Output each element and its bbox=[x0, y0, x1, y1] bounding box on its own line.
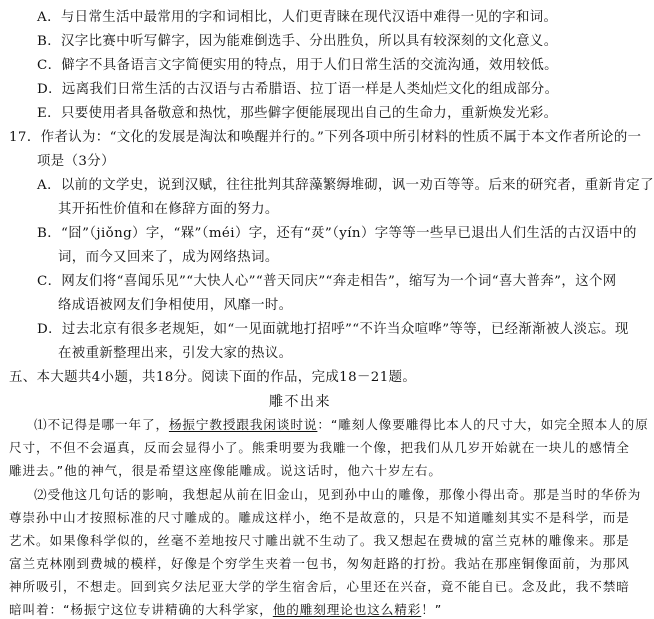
paragraph-2-line3: 艺术。如果像科学似的，丝毫不差地按尺寸雕出就不生动了。我又想起在费城的富兰克林的雕像来。那是 bbox=[9, 533, 630, 548]
paragraph-2-line4: 富兰克林刚到费城的模样，好像是个穷学生夹着一包书，匆匆赶路的打扮。我站在那座铜像面前，为那风 bbox=[9, 556, 630, 571]
q17-option-b-line1: B．“囧”（jiǒng）字，“槑”（méi）字，还有“烎”（yín）字等等一些早已退出人们生活的古汉语中的 bbox=[37, 226, 637, 241]
q16-option-b: B．汉字比赛中听写僻字，因为能难倒选手、分出胜负，所以具有较深刻的文化意义。 bbox=[37, 34, 558, 49]
paragraph-1-line1 bbox=[34, 416, 649, 434]
q17-option-a-line2: 其开拓性价值和在修辞方面的努力。 bbox=[58, 202, 279, 217]
p1-underlined-phrase: 杨振宁教授跟我闲谈时说 bbox=[168, 417, 318, 432]
q16-option-d: D．远离我们日常生活的古汉语与古希腊语、拉丁语一样是人类灿烂文化的组成部分。 bbox=[37, 82, 559, 97]
p2-underlined-phrase: 他的雕刻理论也这么精彩 bbox=[272, 602, 422, 617]
paragraph-2-line2: 尊崇孙中山才按照标准的尺寸雕成的。雕成这样小，绝不是故意的，只是不知道雕刻其实不是科学，而是 bbox=[9, 510, 630, 525]
q16-option-e: E．只要使用者具备敬意和热忱，那些僻字便能展现出自己的生命力，重新焕发光彩。 bbox=[37, 106, 558, 121]
passage-title: 雕不出来 bbox=[269, 394, 331, 410]
q17-stem-line1: 17．作者认为：“文化的发展是淘汰和唤醒并行的。”下列各项中所引材料的性质不属于本文作者所论的一 bbox=[9, 130, 642, 145]
paragraph-2-line5: 神所吸引，不想走。回到宾夕法尼亚大学的学生宿舍后，心里还在兴奋，竟不能自已。念及此，我不禁暗 bbox=[9, 579, 630, 594]
p2-line6-end: ！” bbox=[421, 602, 443, 617]
p2-line6-start: 暗叫着：“杨振宁这位专讲精确的大科学家， bbox=[9, 602, 273, 617]
q17-option-c-line1: C．网友们将“喜闻乐见”“大快人心”“普天同庆”“奔走相告”，缩写为一个词“喜大普奔”，这个网 bbox=[37, 274, 617, 289]
paragraph-2-line6 bbox=[9, 601, 442, 619]
q17-option-d-line2: 在被重新整理出来，引发大家的热议。 bbox=[58, 346, 293, 361]
section-5-header: 五、本大题共4小题，共18分。阅读下面的作品，完成18－21题。 bbox=[9, 370, 417, 385]
q17-option-d-line1: D．过去北京有很多老规矩，如“一见面就地打招呼”“不许当众喧哗”等等，已经渐渐被人淡忘。现 bbox=[37, 322, 629, 337]
q16-option-c: C．僻字不具备语言文字简便实用的特点，用于人们日常生活的交流沟通，效用较低。 bbox=[37, 58, 558, 73]
q17-option-b-line2: 词，而今又回来了，成为网络热词。 bbox=[58, 250, 279, 265]
paragraph-1-line3: 雕进去。”他的神气，很是希望这座像能雕成。说这话时，他六十岁左右。 bbox=[9, 463, 442, 478]
q16-option-a: A．与日常生活中最常用的字和词相比，人们更青睐在现代汉语中难得一见的字和词。 bbox=[37, 10, 558, 25]
q17-stem-line2: 项是（3分） bbox=[37, 154, 115, 169]
paragraph-1-line2: 尺寸，不但不会逼真，反而会显得小了。熊秉明要为我雕一个像，把我们从几岁开始就在一块儿的感情全 bbox=[9, 440, 630, 455]
paragraph-2-line1: ⑵受他这几句话的影响，我想起从前在旧金山，见到孙中山的雕像，那像小得出奇。那是当时的华侨为 bbox=[34, 487, 642, 502]
q17-option-c-line2: 络成语被网友们争相使用，风靡一时。 bbox=[58, 298, 293, 313]
q17-option-a-line1: A．以前的文学史，说到汉赋，往往批判其辞藻繁缛堆砌，讽一劝百等等。后来的研究者，重新肯定了 bbox=[37, 178, 654, 193]
p1-line1-start: ⑴不记得是哪一年了， bbox=[34, 417, 169, 432]
p1-line1-rest: ：“雕刻人像要雕得比本人的尺寸大，如完全照本人的原 bbox=[317, 417, 649, 432]
